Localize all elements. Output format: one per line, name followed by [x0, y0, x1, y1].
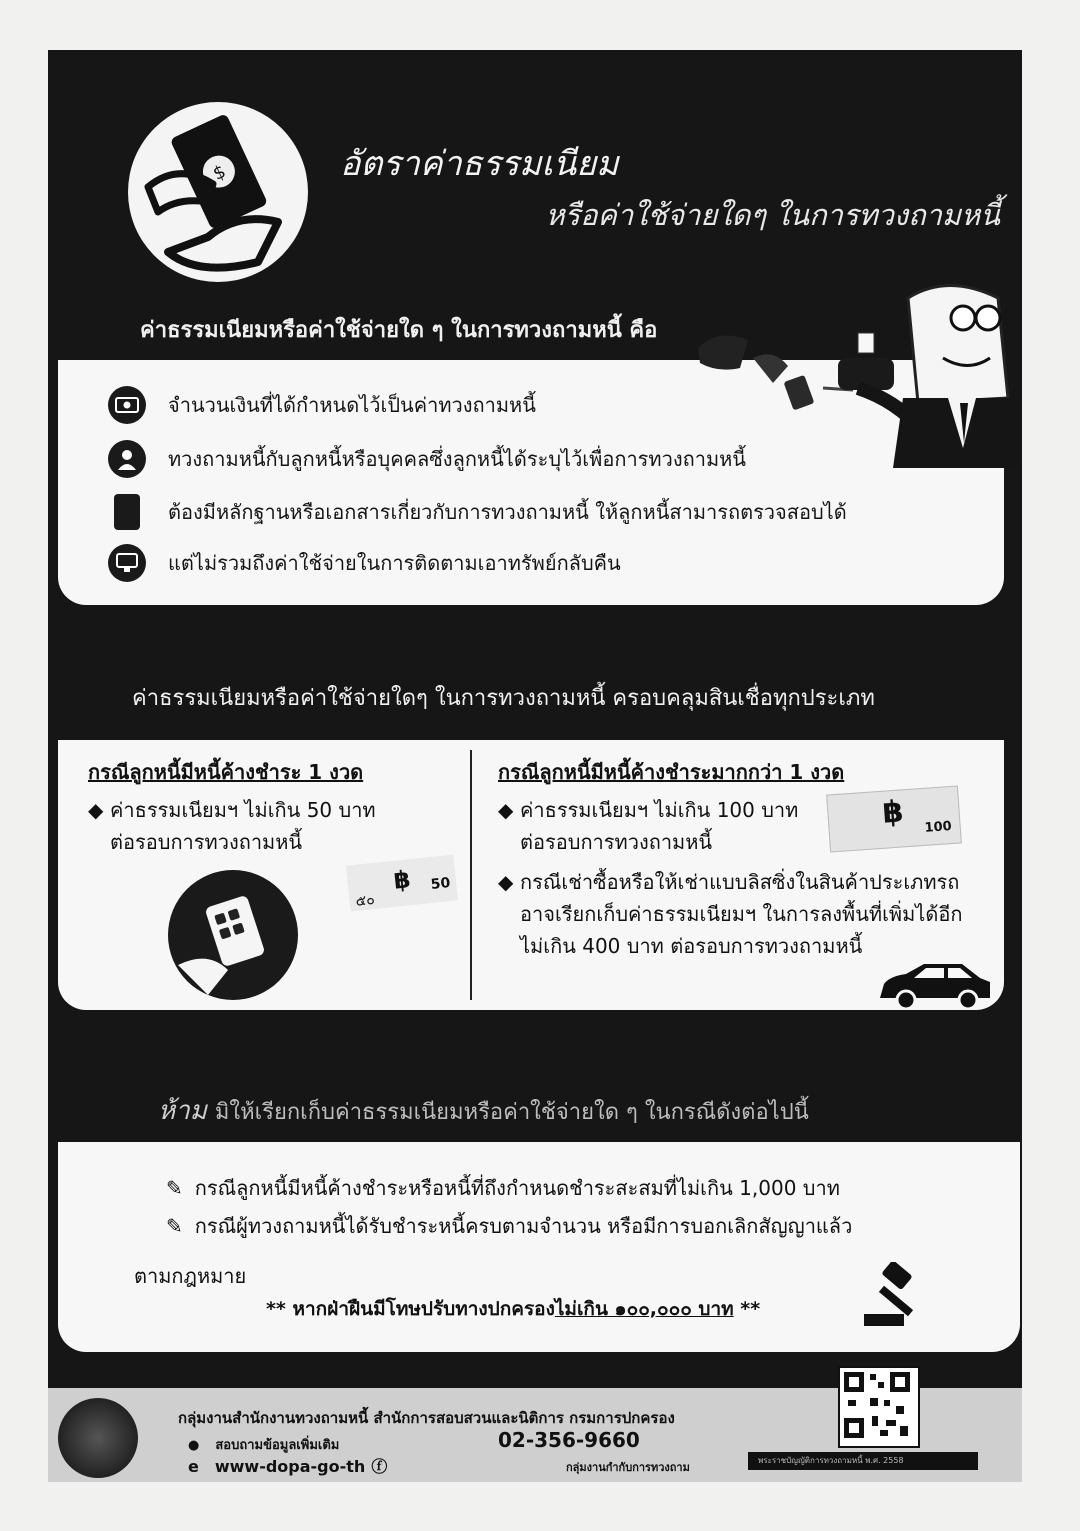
web-icon: e — [188, 1457, 199, 1476]
banknote-100 — [826, 785, 962, 852]
footer-info-label: สอบถามข้อมูลเพิ่มเติม — [215, 1438, 340, 1453]
prohibit-item-1 — [166, 1172, 840, 1204]
right-bullet1-line1: ค่าธรรมเนียมฯ ไม่เกิน 100 บาท — [520, 798, 799, 822]
footer-ref: พระราชบัญญัติการทวงถามหนี้ พ.ศ. 2558 — [748, 1452, 978, 1470]
monitor-icon — [108, 544, 146, 582]
penalty-suffix: ** — [733, 1298, 761, 1320]
right-bullet-1 — [498, 794, 798, 858]
right-bullet2-line2: อาจเรียกเก็บค่าธรรมเนียมฯ ในการลงพื้นที่เพิ่มได้อีก — [520, 902, 963, 926]
prohibit-item2-line2: ตามกฎหมาย — [134, 1264, 247, 1288]
footer-website: www-dopa-go-th — [214, 1457, 366, 1476]
list-item — [108, 494, 847, 530]
money-icon — [108, 386, 146, 424]
banknote-50 — [346, 854, 458, 911]
prohibit-item-2 — [166, 1210, 852, 1242]
car-icon — [876, 962, 994, 1014]
footer-web — [188, 1454, 387, 1477]
footer-org: กลุ่มงานสำนักงานทวงถามหนี้ สำนักการสอบสวนและนิติการ กรมการปกครอง — [178, 1409, 675, 1427]
baht-symbol: ฿ — [881, 794, 905, 831]
hand-calculator-icon — [168, 870, 298, 1000]
diamond-icon: ◆ — [88, 798, 104, 822]
section3-panel — [58, 1142, 1020, 1352]
footer — [48, 1388, 1022, 1482]
prohibit-item2-line1: กรณีผู้ทวงถามหนี้ได้รับชำระหนี้ครบตามจำนวน หรือมีการบอกเลิกสัญญาแล้ว — [194, 1214, 853, 1238]
section2-heading: ค่าธรรมเนียมหรือค่าใช้จ่ายใดๆ ในการทวงถามหนี้ ครอบคลุมสินเชื่อทุกประเภท — [132, 686, 875, 711]
list-item-text: ต้องมีหลักฐานหรือเอกสารเกี่ยวกับการทวงถามหนี้ ให้ลูกหนี้สามารถตรวจสอบได้ — [168, 500, 847, 524]
footer-info — [188, 1434, 339, 1455]
page-subtitle: หรือค่าใช้จ่ายใดๆ ในการทวงถามหนี้ — [545, 198, 1000, 232]
facebook-icon: ⓕ — [371, 1457, 388, 1476]
right-bullet2-line1: กรณีเช่าซื้อหรือให้เช่าแบบลิสซิ่งในสินค้าประเภทรถ — [520, 870, 960, 894]
pin-icon: ✎ — [166, 1176, 183, 1200]
list-item — [108, 544, 621, 582]
poster — [48, 50, 1022, 1482]
pin-icon: ✎ — [166, 1214, 183, 1238]
document-icon — [114, 494, 140, 530]
qr-code-icon — [838, 1366, 920, 1448]
column-divider — [470, 750, 472, 1000]
svg-text:$: $ — [209, 161, 230, 185]
footer-phone: 02-356-9660 — [498, 1428, 640, 1452]
person-icon — [108, 440, 146, 478]
penalty-note — [266, 1294, 760, 1324]
department-seal-icon — [58, 1398, 138, 1478]
right-bullet1-line2: ต่อรอบการทวงถามหนี้ — [520, 830, 713, 854]
list-item — [108, 440, 746, 478]
hand-money-icon — [128, 102, 308, 282]
section1-heading: ค่าธรรมเนียมหรือค่าใช้จ่ายใด ๆ ในการทวงถามหนี้ คือ — [140, 318, 658, 343]
left-bullet-line1: ค่าธรรมเนียมฯ ไม่เกิน 50 บาท — [110, 798, 376, 822]
note-value: 100 — [924, 819, 953, 836]
right-bullet2-line3: ไม่เกิน 400 บาท ต่อรอบการทวงถามหนี้ — [520, 934, 863, 958]
info-icon: ● — [188, 1438, 200, 1453]
page-title: อัตราค่าธรรมเนียม — [340, 144, 619, 184]
diamond-icon: ◆ — [498, 798, 514, 822]
section2-panel — [58, 740, 1004, 1010]
penalty-amount: ไม่เกิน ๑๐๐,๐๐๐ บาท — [554, 1298, 734, 1320]
diamond-icon: ◆ — [498, 870, 514, 894]
left-bullet-line2: ต่อรอบการทวงถามหนี้ — [110, 830, 303, 854]
baht-symbol: ฿ — [392, 865, 412, 895]
list-item-text: แต่ไม่รวมถึงค่าใช้จ่ายในการติดตามเอาทรัพย์กลับคืน — [168, 551, 621, 575]
right-case-title: กรณีลูกหนี้มีหนี้ค้างชำระมากกว่า 1 งวด — [498, 760, 845, 784]
gavel-icon — [858, 1262, 930, 1334]
prohibit-item1-text: กรณีลูกหนี้มีหนี้ค้างชำระหรือหนี้ที่ถึงกำหนดชำระสะสมที่ไม่เกิน 1,000 บาท — [194, 1176, 840, 1200]
left-bullet — [88, 794, 376, 858]
manager-illustration — [678, 278, 1018, 468]
footer-group: กลุ่มงานกำกับการทวงถาม — [566, 1461, 690, 1474]
right-bullet-2 — [498, 866, 962, 962]
left-case-title: กรณีลูกหนี้มีหนี้ค้างชำระ 1 งวด — [88, 760, 364, 784]
note-value-thai: ๕๐ — [354, 891, 376, 910]
list-item-text: จำนวนเงินที่ได้กำหนดไว้เป็นค่าทวงถามหนี้ — [168, 393, 536, 417]
list-item — [108, 386, 536, 424]
note-value: 50 — [430, 874, 452, 893]
list-item-text: ทวงถามหนี้กับลูกหนี้หรือบุคคลซึ่งลูกหนี้ได้ระบุไว้เพื่อการทวงถามหนี้ — [168, 447, 746, 471]
penalty-prefix: ** หากฝ่าฝืนมีโทษปรับทางปกครอง — [266, 1298, 555, 1320]
section3-heading — [158, 1090, 809, 1131]
prohibit-label: ห้าม — [158, 1096, 207, 1126]
section3-heading-text: มิให้เรียกเก็บค่าธรรมเนียมหรือค่าใช้จ่ายใด ๆ ในกรณีดังต่อไปนี้ — [214, 1100, 809, 1125]
